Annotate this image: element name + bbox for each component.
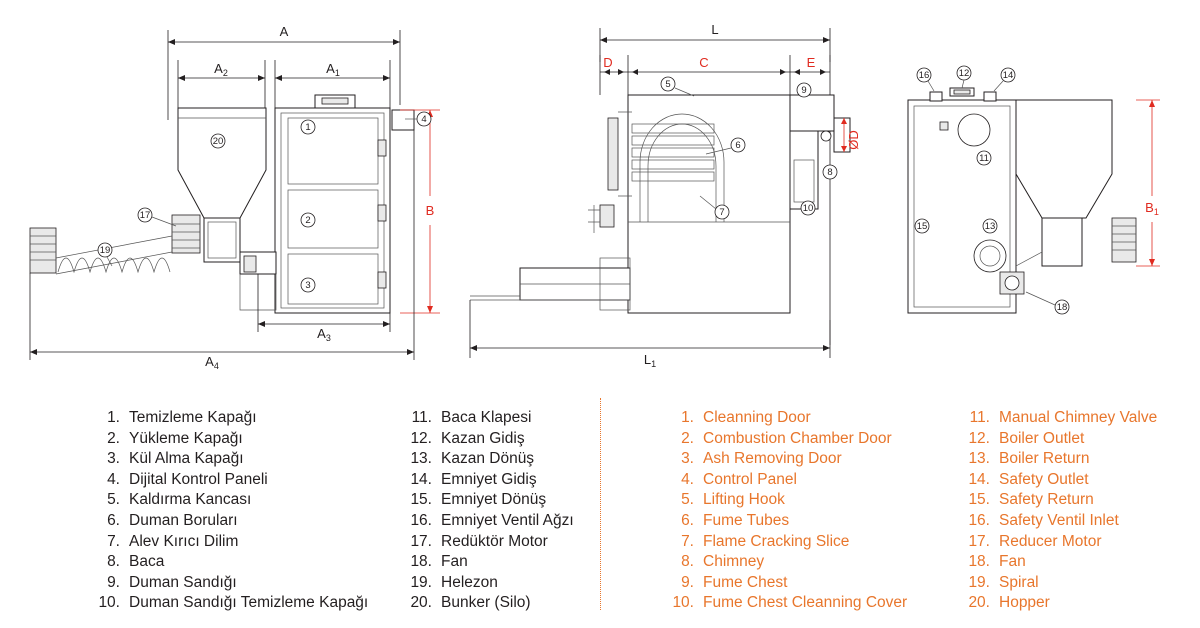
list-item: 18. Fan	[410, 553, 468, 571]
svg-text:7: 7	[719, 207, 725, 218]
callout-1	[301, 120, 315, 134]
callout-8	[823, 165, 837, 179]
front-section-view	[470, 22, 861, 369]
legend-english-column-1	[622, 408, 962, 614]
callout-20	[211, 134, 225, 148]
list-item: 18. Fan	[968, 553, 1026, 571]
callout-13	[983, 219, 997, 233]
dim-E: E	[806, 55, 816, 70]
list-item: 2. Combustion Chamber Door	[681, 429, 892, 447]
dim-L1: $L_1$	[643, 352, 657, 369]
svg-text:20: 20	[212, 136, 224, 147]
legend	[0, 392, 1200, 628]
list-item: 19. Spiral	[968, 573, 1039, 591]
dim-L: L	[711, 22, 719, 37]
dim-B1: $B_1$	[1145, 200, 1159, 217]
callout-5	[661, 77, 694, 96]
callout-14	[994, 68, 1015, 91]
dim-OD: ØD	[846, 130, 861, 150]
list-item: 8. Chimney	[681, 553, 765, 571]
svg-text:5: 5	[665, 79, 671, 90]
callout-9	[797, 83, 811, 97]
list-item: 4. Dijital Kontrol Paneli	[107, 470, 268, 488]
boiler-body	[275, 108, 390, 313]
callout-18	[1026, 292, 1069, 314]
list-item: 6. Fume Tubes	[681, 511, 790, 529]
dim-A4: $A_4$	[205, 354, 219, 371]
callout-11	[977, 151, 991, 165]
svg-text:9: 9	[801, 85, 807, 96]
list-item: 9. Duman Sandığı	[107, 573, 237, 591]
svg-text:14: 14	[1002, 70, 1014, 81]
callout-16-top-left	[917, 68, 934, 91]
list-item: 3. Kül Alma Kapağı	[107, 450, 244, 468]
callout-3	[301, 278, 315, 292]
list-item: 17. Reducer Motor	[968, 532, 1102, 550]
svg-text:8: 8	[827, 167, 833, 178]
hopper	[178, 108, 266, 218]
list-item: 11. Manual Chimney Valve	[969, 409, 1158, 426]
list-item: 3. Ash Removing Door	[681, 450, 842, 468]
list-item: 17. Redüktör Motor	[410, 532, 548, 550]
callout-15	[915, 219, 929, 233]
list-item: 8. Baca	[107, 553, 165, 571]
callout-10	[801, 201, 815, 215]
list-item: 1. Cleanning Door	[681, 409, 811, 426]
svg-text:19: 19	[99, 245, 111, 256]
callout-19	[98, 243, 112, 266]
svg-text:16: 16	[918, 70, 930, 81]
callout-12	[957, 66, 971, 88]
svg-text:4: 4	[421, 114, 427, 125]
legend-turkish-column-2	[360, 408, 620, 614]
list-item: 6. Duman Boruları	[107, 511, 238, 529]
dim-D: D	[603, 55, 613, 70]
rear-view	[908, 66, 1160, 314]
list-item: 14. Safety Outlet	[968, 470, 1089, 488]
svg-text:10: 10	[802, 203, 814, 214]
fume-tubes	[632, 124, 714, 181]
dim-A2: $A_2$	[214, 61, 228, 78]
callout-2	[301, 213, 315, 227]
list-item: 4. Control Panel	[681, 470, 797, 488]
list-item: 16. Safety Ventil Inlet	[968, 511, 1119, 529]
list-item: 1. Temizleme Kapağı	[107, 409, 257, 426]
list-item: 12. Kazan Gidiş	[410, 429, 525, 447]
svg-text:12: 12	[958, 68, 970, 79]
list-item: 2. Yükleme Kapağı	[107, 429, 243, 447]
dim-B: B	[425, 203, 435, 218]
dim-A: A	[279, 24, 289, 39]
legend-english-column-2	[918, 408, 1200, 614]
list-item: 16. Emniyet Ventil Ağzı	[410, 511, 574, 529]
callout-17	[138, 208, 176, 226]
legend-turkish-column-1	[48, 408, 369, 614]
svg-text:6: 6	[735, 140, 741, 151]
svg-text:17: 17	[139, 210, 151, 221]
svg-text:18: 18	[1056, 302, 1068, 313]
list-item: 15. Safety Return	[968, 491, 1094, 509]
svg-text:13: 13	[984, 221, 996, 232]
list-item: 10. Duman Sandığı Temizleme Kapağı	[98, 594, 369, 612]
dim-A3: $A_3$	[317, 326, 331, 343]
list-item: 14. Emniyet Gidiş	[410, 470, 537, 488]
svg-text:1: 1	[305, 122, 311, 133]
list-item: 7. Flame Cracking Slice	[681, 532, 850, 550]
list-item: 15. Emniyet Dönüş	[410, 491, 547, 509]
svg-text:11: 11	[979, 153, 989, 164]
list-item: 20. Bunker (Silo)	[410, 594, 531, 612]
list-item: 10. Fume Chest Cleanning Cover	[672, 594, 908, 612]
dim-C: C	[699, 55, 709, 70]
list-item: 19. Helezon	[410, 573, 498, 591]
svg-text:2: 2	[305, 215, 311, 226]
list-item: 5. Lifting Hook	[681, 491, 785, 509]
list-item: 13. Kazan Dönüş	[410, 450, 535, 468]
list-item: 5. Kaldırma Kancası	[107, 491, 252, 509]
list-item: 7. Alev Kırıcı Dilim	[107, 532, 239, 550]
list-item: 11. Baca Klapesi	[411, 409, 532, 426]
spiral-auger	[58, 258, 170, 286]
dim-A1: $A_1$	[326, 61, 340, 78]
list-item: 13. Boiler Return	[968, 450, 1090, 468]
svg-text:15: 15	[916, 221, 928, 232]
list-item: 9. Fume Chest	[681, 573, 788, 591]
list-item: 12. Boiler Outlet	[968, 429, 1085, 447]
svg-text:3: 3	[305, 280, 311, 291]
list-item: 20. Hopper	[968, 594, 1050, 612]
side-view	[30, 24, 440, 371]
